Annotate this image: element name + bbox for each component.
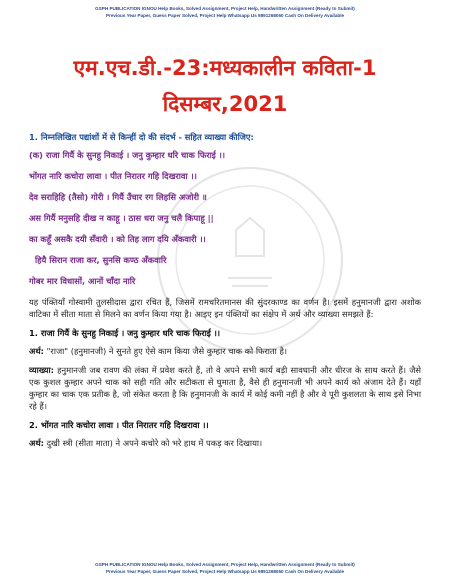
question-heading: 1. निम्नलिखित पद्यांशों में से किन्हीं दो की संदर्भ - सहित व्याख्या कीजिए: [29,132,254,142]
footer-line-1: GSPH PUBLICATION IGNOU Help Books, Solved Assignment, Project Help, Handwritten Assignment (Ready to Submit) [95,562,355,567]
paper-date: दिसम्बर,2021 [162,92,288,116]
footer-line-2: Previous Year Paper, Guess Paper Solved, Project Help Whatsapp Us 9891268050 Cash On Delivery Available [105,569,345,574]
paper-title: एम.एच.डी.-23:मध्यकालीन कविता-1 [73,56,377,80]
section-2-heading: 2. भोंगत नारि कचोरा लावा । पीत निरातर गहि दिखरावा ।। [29,420,209,430]
header-line-2: Previous Year Paper, Guess Paper Solved, Project Help Whatsapp Us 9891268050 Cash On Delivery Available [105,13,345,18]
verse-line: (क) राजा गिर्यै के सुनहु निकाई । जनु कुम्हार धरि चाक फिराई ।। [29,150,226,160]
explanation-text: हनुमानजी जब रावण की लंका में प्रवेश करते हैं, तो वे अपने सभी कार्य बड़ी सावधानी और धीरज के साथ करते हैं। जैसे एक कुशल कुम्हार अपने चाक को सही गति और सटीकता से घुमाता है, वैसे ही हनुमानजी भी अपने कार्य को अंजाम देते हैं। यहाँ कुम्हार का चाक एक प्रतीक है, जो संकेत करता है कि हनुमानजी के कार्य में कोई कमी नहीं है और वे पूरी कुशलता के साथ इसे निभा रहे हैं। [29,365,421,411]
document-body [29,131,421,456]
verse-line: हियै सिरान राजा कर, सुनसि कण्ठ अँकवारि [35,255,167,265]
intro-paragraph: यह पंक्तियाँ गोस्वामी तुलसीदास द्वारा रचित हैं, जिसमें रामचरितमानस की सुंदरकाण्ड का वर्णन है। इसमें हनुमानजी द्वारा अशोक वाटिका में सीता माता से मिलने का वर्णन किया गया है। आइए इन पंक्तियों का संक्षेप में अर्थ और व्याख्या समझते हैं: [29,297,421,319]
meaning-text: दुखी स्त्री (सीता माता) ने अपने कचोरे को भरे हाथ में पकड़ कर दिखाया। [43,438,263,448]
page-header [0,5,450,19]
verse-line: देव सराहिहि (तैसो) गोरी । गिर्यै उँचार रग लिहसि अजोरी ॥ [29,192,207,202]
section-1-heading: 1. राजा गिर्यै के सुनहु निकाई । जनु कुम्हार धरि चाक फिराई ।। [29,328,221,338]
page-footer [0,561,450,575]
meaning-text: "राजा" (हनुमानजी) ने सुनते हुए ऐसे काम किया जैसे कुम्हार चाक को फिराता है। [43,346,287,356]
section-1-explanation [29,364,421,412]
meaning-label: अर्थ: [29,346,44,356]
explanation-label: व्याख्या: [29,365,54,375]
meaning-label: अर्थ: [29,438,44,448]
verse-line: अस गिर्यै मनुसहि दीख न काहू । ठास धरा जनु चलै किपाहू || [29,213,214,223]
header-line-1: GSPH PUBLICATION IGNOU Help Books, Solved Assignment, Project Help, Handwritten Assignment (Ready to Submit) [95,6,355,11]
section-2-meaning [29,437,421,449]
verse-line: भोंगत नारि कचोरा लावा । पीत निरातर गहि दिखरावा ।। [29,171,197,181]
verse-line: का कहूँ असकै दयी सँवारी । को तिह लाग दयि अँकवारी ।। [29,234,206,244]
section-1-meaning [29,345,421,357]
verse-line: गोबर मार विधासों, आनों चाँदा नारि [29,276,136,286]
